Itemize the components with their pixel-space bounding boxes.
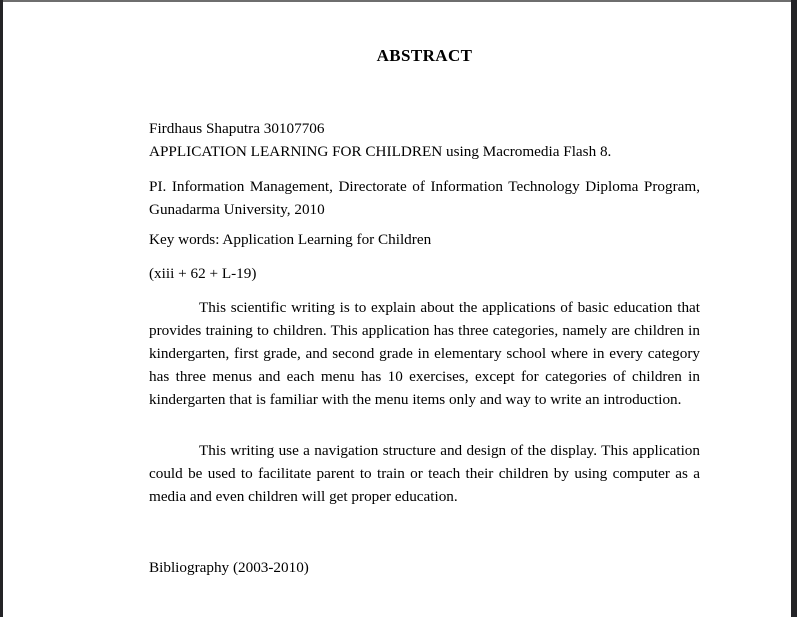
work-title: APPLICATION LEARNING FOR CHILDREN using Macromedia Flash 8. (149, 143, 612, 160)
page-title: ABSTRACT (376, 46, 473, 65)
affiliation-text: PI. Information Management, Directorate of Information Technology Diploma Program, Gunadarma University, 2010 (149, 178, 700, 218)
author-block (149, 117, 700, 163)
author-name-and-id: Firdhaus Shaputra 30107706 (149, 120, 325, 137)
pagination-text: (xiii + 62 + L-19) (149, 265, 257, 282)
abstract-paragraph-1: This scientific writing is to explain about the applications of basic education that provides training to children. This application has three categories, namely are children in kindergarten, first grade, and second grade in elementary school where in every category has three menus and each menu has 10 exercises, except for categories of children in kindergarten that is familiar with the menu items only and way to write an introduction. (149, 299, 700, 408)
abstract-paragraph-2: This writing use a navigation structure and design of the display. This application could be used to facilitate parent to train or teach their children by using computer as a media and even children will get proper education. (149, 442, 700, 505)
keywords-text: Key words: Application Learning for Children (149, 231, 432, 248)
bibliography-text: Bibliography (2003-2010) (149, 559, 309, 576)
